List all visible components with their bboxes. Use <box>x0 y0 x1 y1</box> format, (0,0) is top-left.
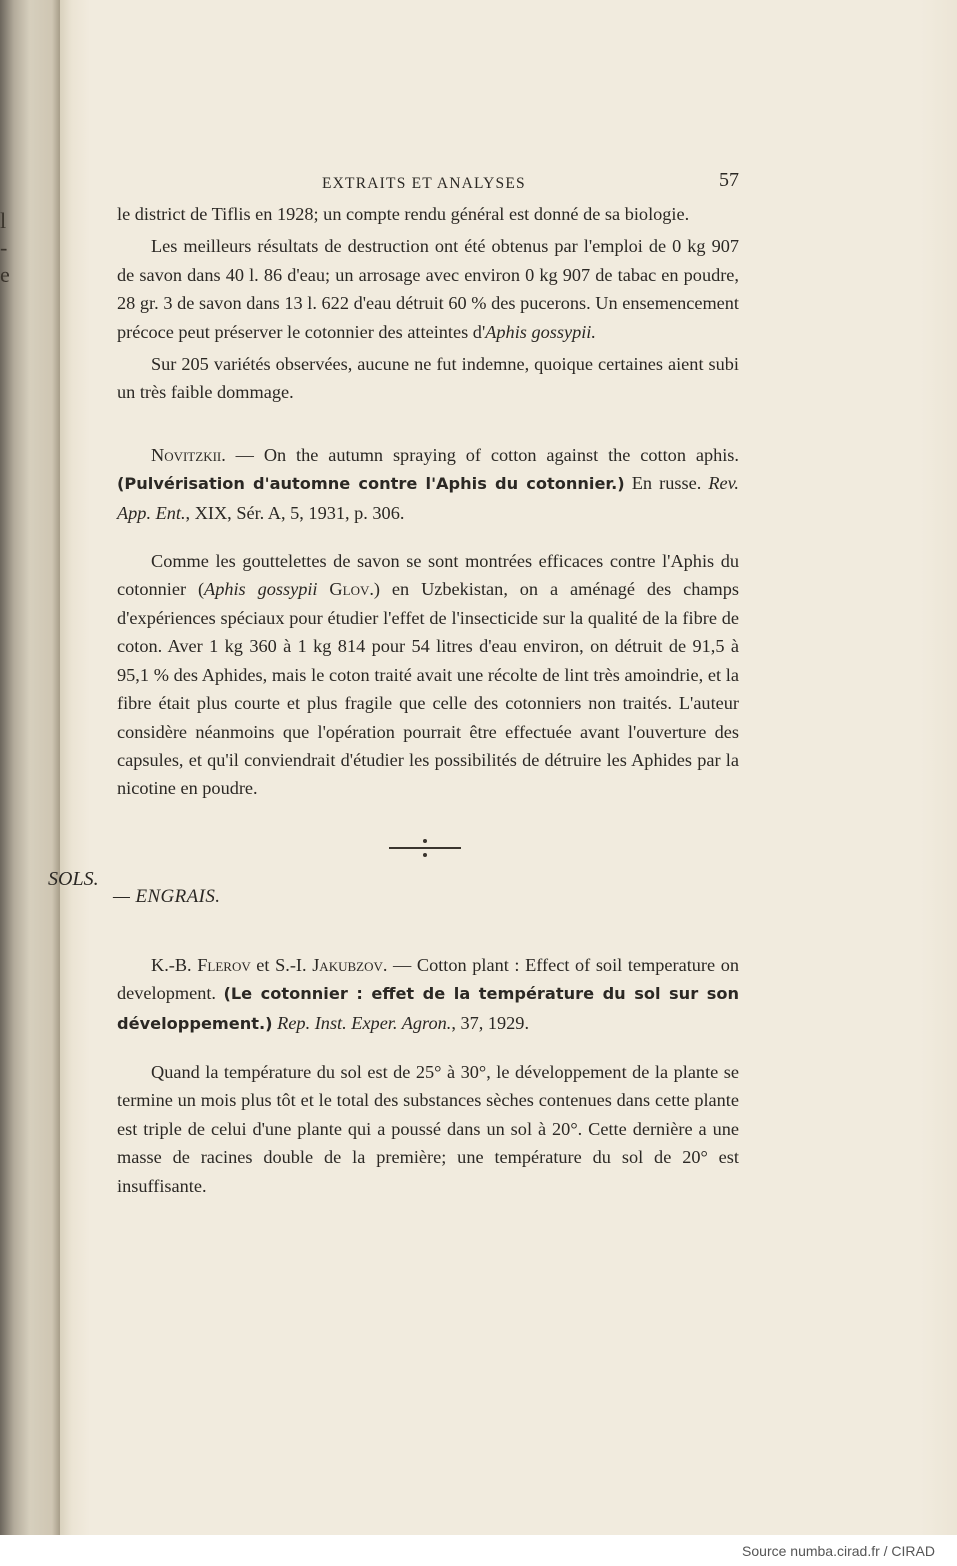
entry2-body-text: Comme les gouttelettes de savon se sont montrées efficaces contre l'Aphis du cotonnier ( <box>117 551 739 600</box>
entry3-journal: Rep. Inst. Exper. Agron. <box>272 1012 452 1033</box>
entry3-author-flerov: Flerov <box>197 954 251 975</box>
facing-mark: e <box>0 262 10 287</box>
section-heading <box>48 867 739 917</box>
species-name: Aphis gossypii. <box>485 321 596 342</box>
section-sols: SOLS. <box>48 867 99 890</box>
entry3-citation: , 37, 1929. <box>451 1012 530 1033</box>
page-number: 57 <box>719 169 739 191</box>
section-engrais: — ENGRAIS. <box>113 885 221 907</box>
entry2-authority: Glov. <box>329 579 374 600</box>
source-credit: Source numba.cirad.fr / CIRAD <box>742 1543 935 1559</box>
entry2-title-fr: (Pulvérisation d'automne contre l'Aphis du cotonnier.) <box>117 474 625 494</box>
entry2-body-text-2: ) en Uzbekistan, on a aménagé des champs d'expériences spéciaux pour étudier l'effet de l'insecticide sur la qualité de la fibre de coton. Aver 1 kg 360 à 1 kg 814 pour 54 litres d'eau environ, on détruit de 91,5 à 95,1 % des Aphides, mais le coton traité avait une récolte de lint très amoindrie, et la fibre était plus courte et plus fragile que celle des cotonniers non traités. L'auteur considère néanmoins que l'opération pourrait être effectuée avant l'ouverture des capsules, et qu'il conviendrait d'étudier les possibilités de détruire les Aphides par la nicotine en poudre. <box>117 579 739 799</box>
entry2-body <box>117 547 739 803</box>
facing-page-edge <box>0 0 60 1535</box>
entry2-journal: Rev. App. Ent. <box>117 473 739 523</box>
entry3-title-fr: (Le cotonnier : effet de la température du sol sur son développement.) <box>117 984 739 1033</box>
document-page <box>48 0 957 1535</box>
entry2-title-en: — On the autumn spraying of cotton against the cotton aphis. <box>225 444 739 465</box>
entry1-paragraph-1: le district de Tiflis en 1928; un compte rendu général est donné de sa biologie. <box>117 204 690 224</box>
entry3-authors-join: et S.-I. <box>250 954 313 975</box>
entry3-reference <box>117 951 739 1038</box>
section-ornament <box>117 833 739 863</box>
entry2-citation: , XIX, Sér. A, 5, 1931, p. 306. <box>185 502 405 523</box>
facing-mark: l <box>0 208 7 233</box>
running-header <box>117 164 739 200</box>
facing-mark: - <box>0 235 8 260</box>
entry2-species: Aphis gossypii <box>204 579 318 600</box>
entry1-paragraph-2 <box>117 232 739 346</box>
entry3-body: Quand la température du sol est de 25° à 30°, le développement de la plante se termine un mois plus tôt et le total des substances sèches contenues dans cette plante est triple de celui d'une plante qui a poussé dans un sol à 20°. Cette dernière a une masse de racines double de la première; une température du sol de 20° est insuffisante. <box>117 1061 739 1196</box>
entry2-language: En russe. <box>624 473 709 494</box>
facing-page-marks <box>0 210 10 291</box>
entry3-author-jakubzov: Jakubzov <box>312 954 383 975</box>
entry2-author: Novitzkii. <box>151 444 226 465</box>
entry3-title-en: . — Cotton plant : Effect of soil temperature on development. <box>117 954 739 1004</box>
entry1-paragraph-2-text: Les meilleurs résultats de destruction ont été obtenus par l'emploi de 0 kg 907 de savon dans 40 l. 86 d'eau; un arrosage avec environ 0 kg 907 de tabac en poudre, 28 gr. 3 de savon dans 13 l. 622 d'eau détruit 60 % des pucerons. Un ensemencement précoce peut préserver le cotonnier des atteintes d' <box>117 236 739 342</box>
entry1-paragraph-3: Sur 205 variétés observées, aucune ne fut indemne, quoique certaines aient subi un très faible dommage. <box>117 354 739 403</box>
entry3-authors: K.-B. <box>151 954 198 975</box>
entry2-reference <box>117 441 739 527</box>
page-content <box>48 164 739 1200</box>
running-title: EXTRAITS ET ANALYSES <box>322 175 526 192</box>
